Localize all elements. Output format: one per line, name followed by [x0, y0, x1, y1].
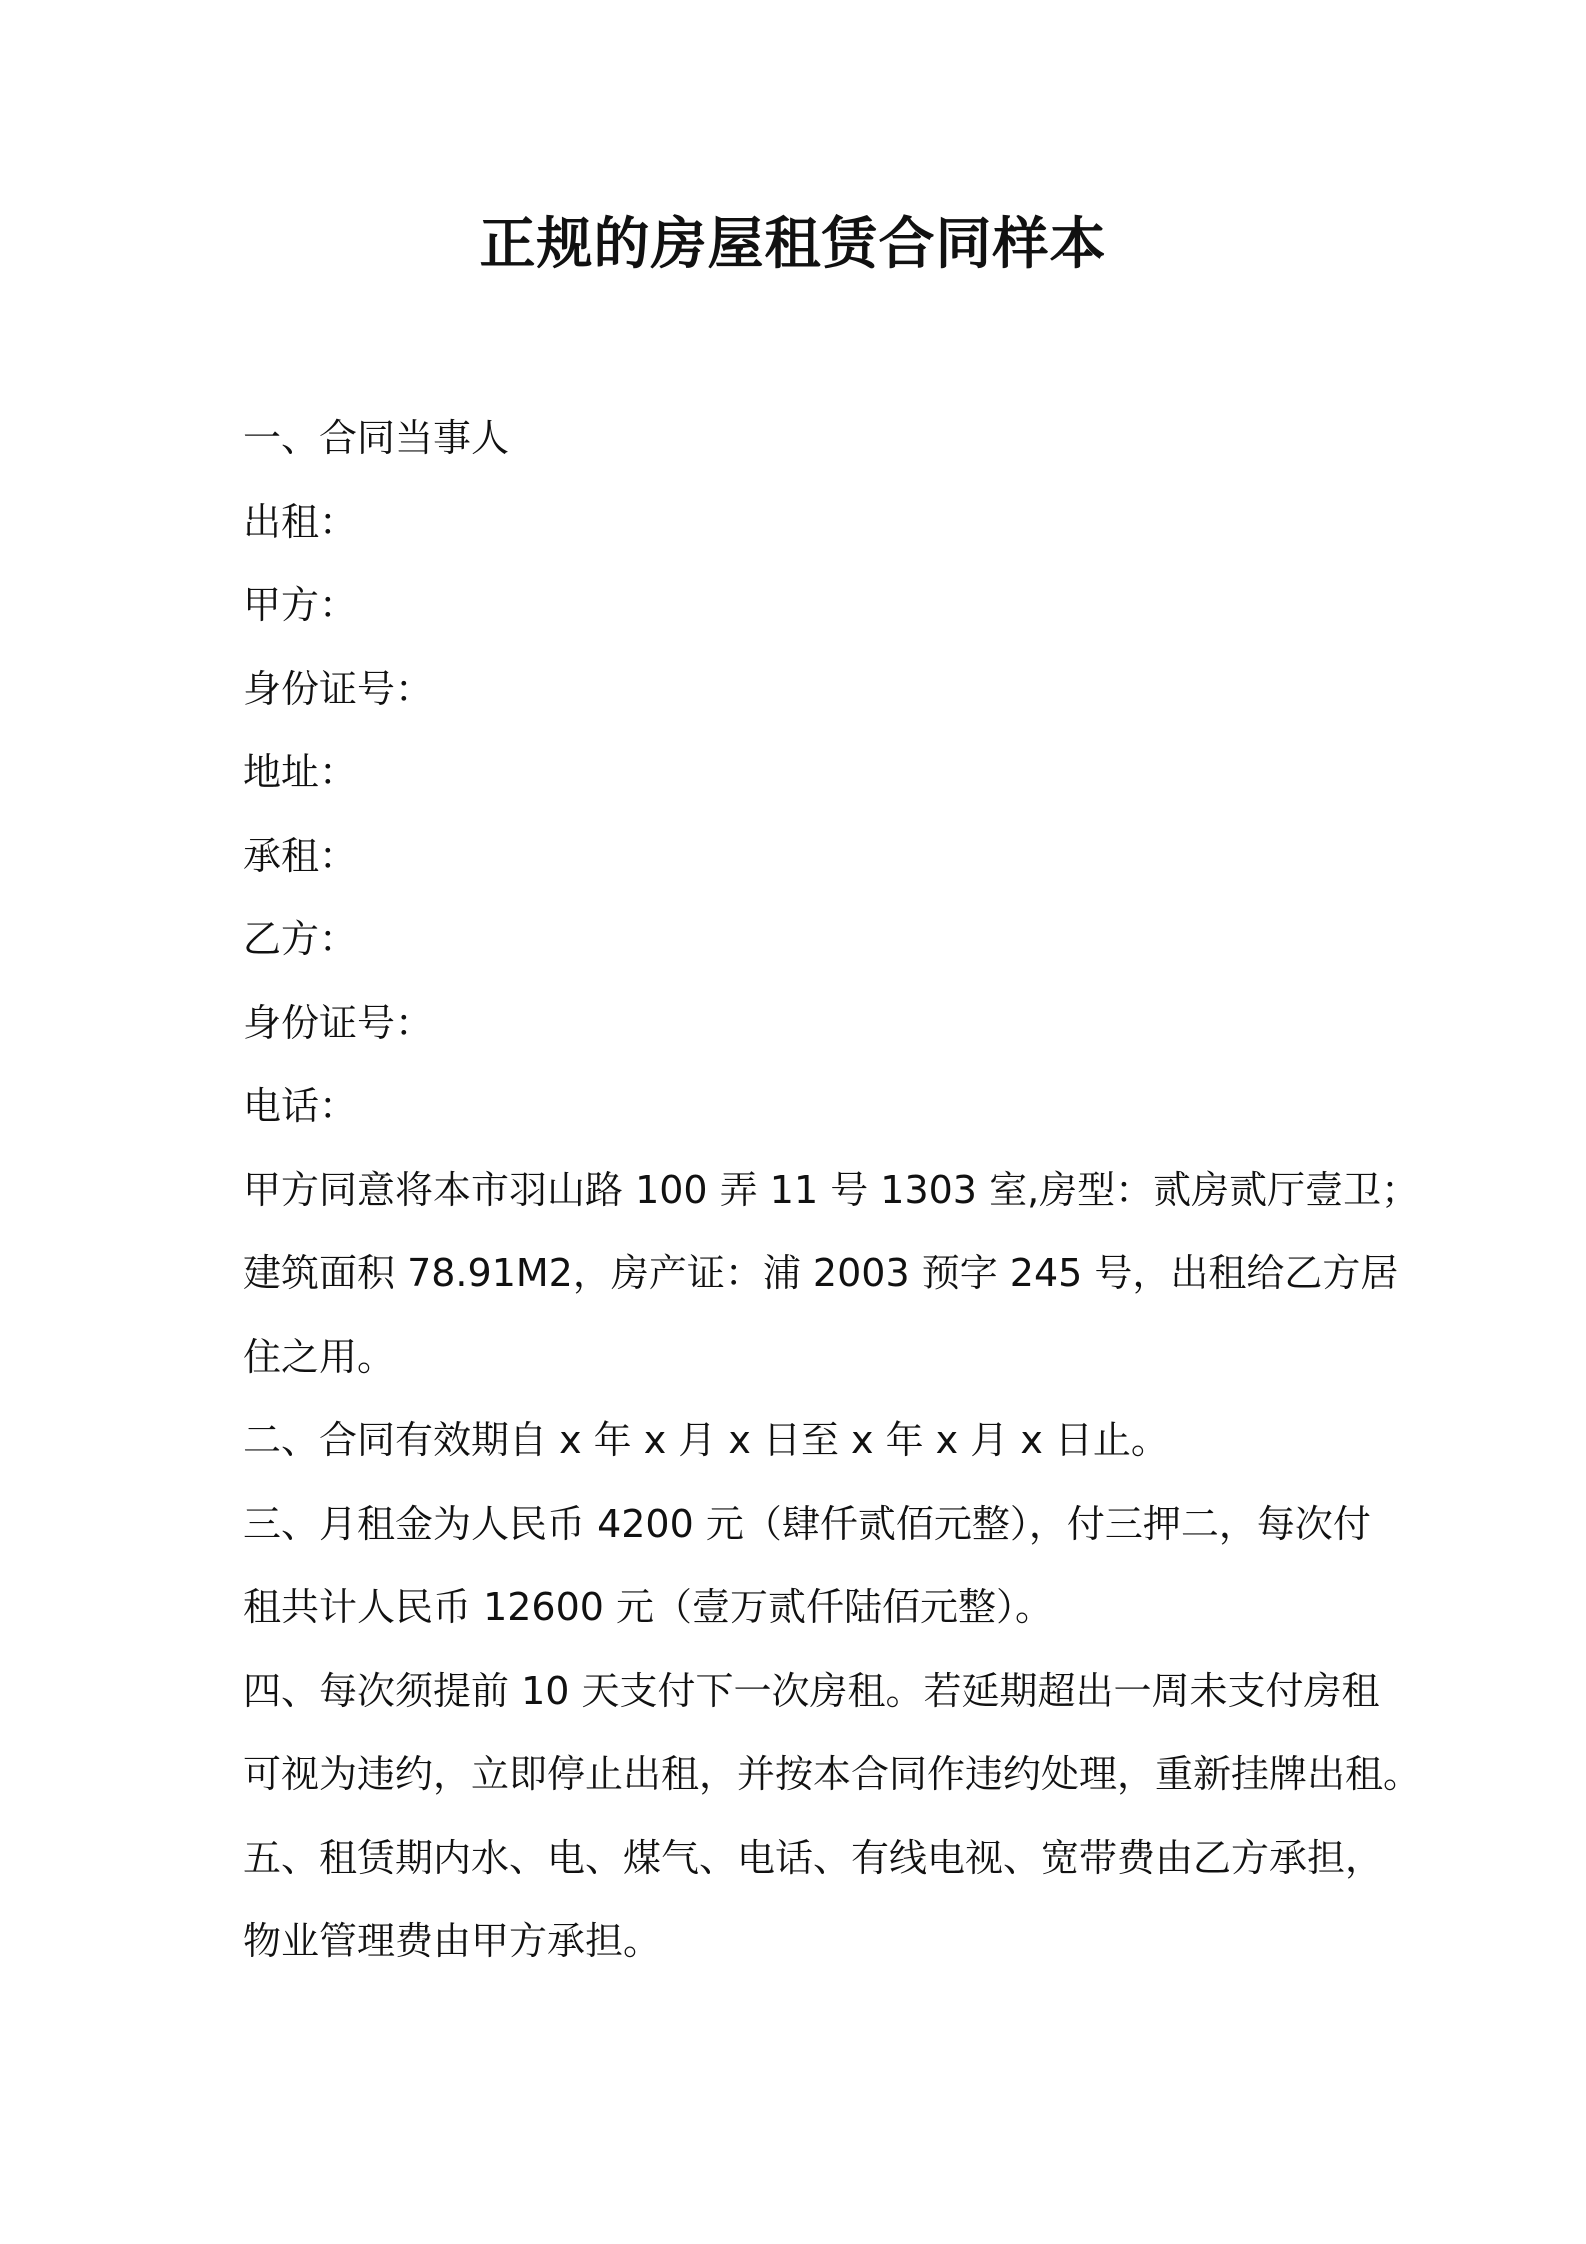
contract-body	[243, 397, 1422, 1984]
section-utilities-line-2: 物业管理费由甲方承担。	[243, 1919, 662, 1963]
document-title: 正规的房屋租赁合同样本	[479, 212, 1107, 277]
field-lessee: 承租：	[243, 833, 358, 878]
field-party-b-id: 身份证号：	[243, 1000, 434, 1045]
section-payment-line-2: 可视为违约，立即停止出租，并按本合同作违约处理，重新挂牌出租。	[243, 1752, 1422, 1796]
section-rent-line-1: 三、月租金为人民币 4200 元（肆仟贰佰元整），付三押二，每次付	[243, 1501, 1371, 1546]
section-heading-parties: 一、合同当事人	[243, 416, 510, 460]
paragraph-property-line-2: 建筑面积 78.91M2，房产证：浦 2003 预字 245 号，出租给乙方居	[243, 1251, 1399, 1295]
field-address: 地址：	[243, 750, 358, 794]
field-party-b: 乙方：	[243, 917, 358, 961]
section-utilities-line-1: 五、租赁期内水、电、煤气、电话、有线电视、宽带费由乙方承担，	[243, 1835, 1384, 1880]
paragraph-property-line-3: 住之用。	[243, 1334, 396, 1379]
field-lessor: 出租：	[243, 499, 358, 544]
paragraph-property-line-1: 甲方同意将本市羽山路 100 弄 11 号 1303 室,房型：贰房贰厅壹卫；	[243, 1167, 1420, 1212]
field-party-a: 甲方：	[243, 583, 358, 627]
field-phone: 电话：	[243, 1084, 358, 1128]
section-term: 二、合同有效期自 x 年 x 月 x 日至 x 年 x 月 x 日止。	[243, 1418, 1169, 1462]
section-payment-line-1: 四、每次须提前 10 天支付下一次房租。若延期超出一周未支付房租	[243, 1668, 1380, 1713]
section-rent-line-2: 租共计人民币 12600 元（壹万贰仟陆佰元整）。	[243, 1585, 1054, 1629]
field-party-a-id: 身份证号：	[243, 666, 434, 711]
